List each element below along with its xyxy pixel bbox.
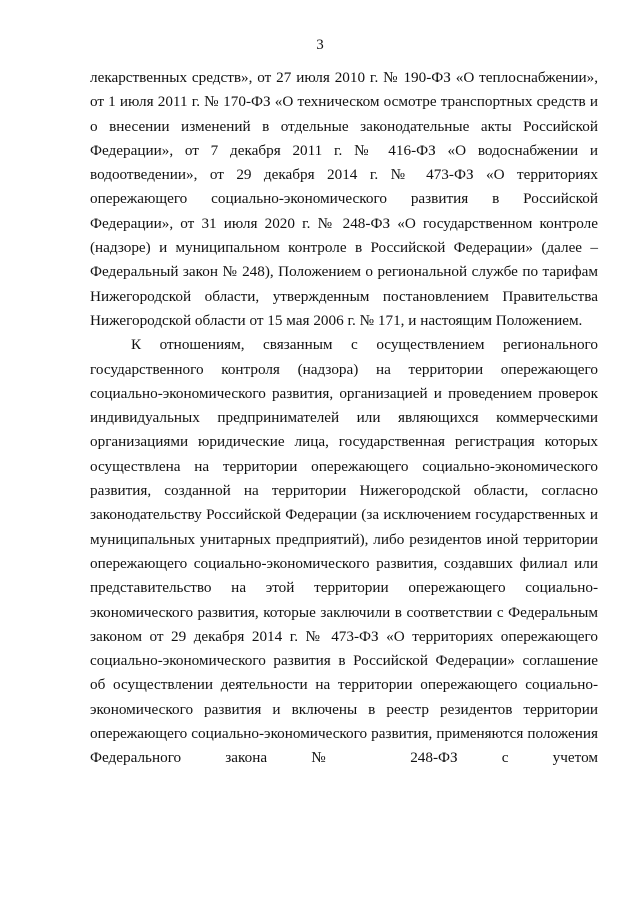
paragraph-continuation: лекарственных средств», от 27 июля 2010 г. № 190-ФЗ «О теплоснабжении», от 1 июля 2011 г. № 170-ФЗ «О техническом осмотре транспортных средств и о внесении изменений в отдельные законодательные акты Российской Федерации», от 7 декабря 2011 г. № 416-ФЗ «О водоснабжении и водоотведении», от 29 декабря 2014 г. № 473-ФЗ «О территориях опережающего социально-экономического развития в Российской Федерации», от 31 июля 2020 г. № 248-ФЗ «О государственном контроле (надзоре) и муниципальном контроле в Российской Федерации» (далее – Федеральный закон № 248), Положением о региональной службе по тарифам Нижегородской области, утвержденным постановлением Правительства Нижегородской области от 15 мая 2006 г. № 171, и настоящим Положением. <box>90 69 598 329</box>
page-number: 3 <box>316 37 324 53</box>
document-body <box>90 66 598 771</box>
paragraph-tor-relations: К отношениям, связанным с осуществлением регионального государственного контроля (надзора) на территории опережающего социально-экономического развития, организацией и проведением проверок индивидуальных предпринимателей или являющихся коммерческими организациями юридические лица, государственная регистрация которых осуществлена на территории опережающего социально-экономического развития, созданной на территории Нижегородской области, согласно законодательству Российской Федерации (за исключением государственных и муниципальных унитарных предприятий), либо резидентов иной территории опережающего социально-экономического развития, создавших филиал или представительство на этой территории опережающего социально-экономического развития, которые заключили в соответствии с Федеральным законом от 29 декабря 2014 г. № 473-ФЗ «О территориях опережающего социально-экономического развития в Российской Федерации» соглашение об осуществлении деятельности на территории опережающего социально-экономического развития и включены в реестр резидентов территории опережающего социально-экономического развития, применяются положения Федерального закона № 248-ФЗ с учетом <box>90 336 598 767</box>
